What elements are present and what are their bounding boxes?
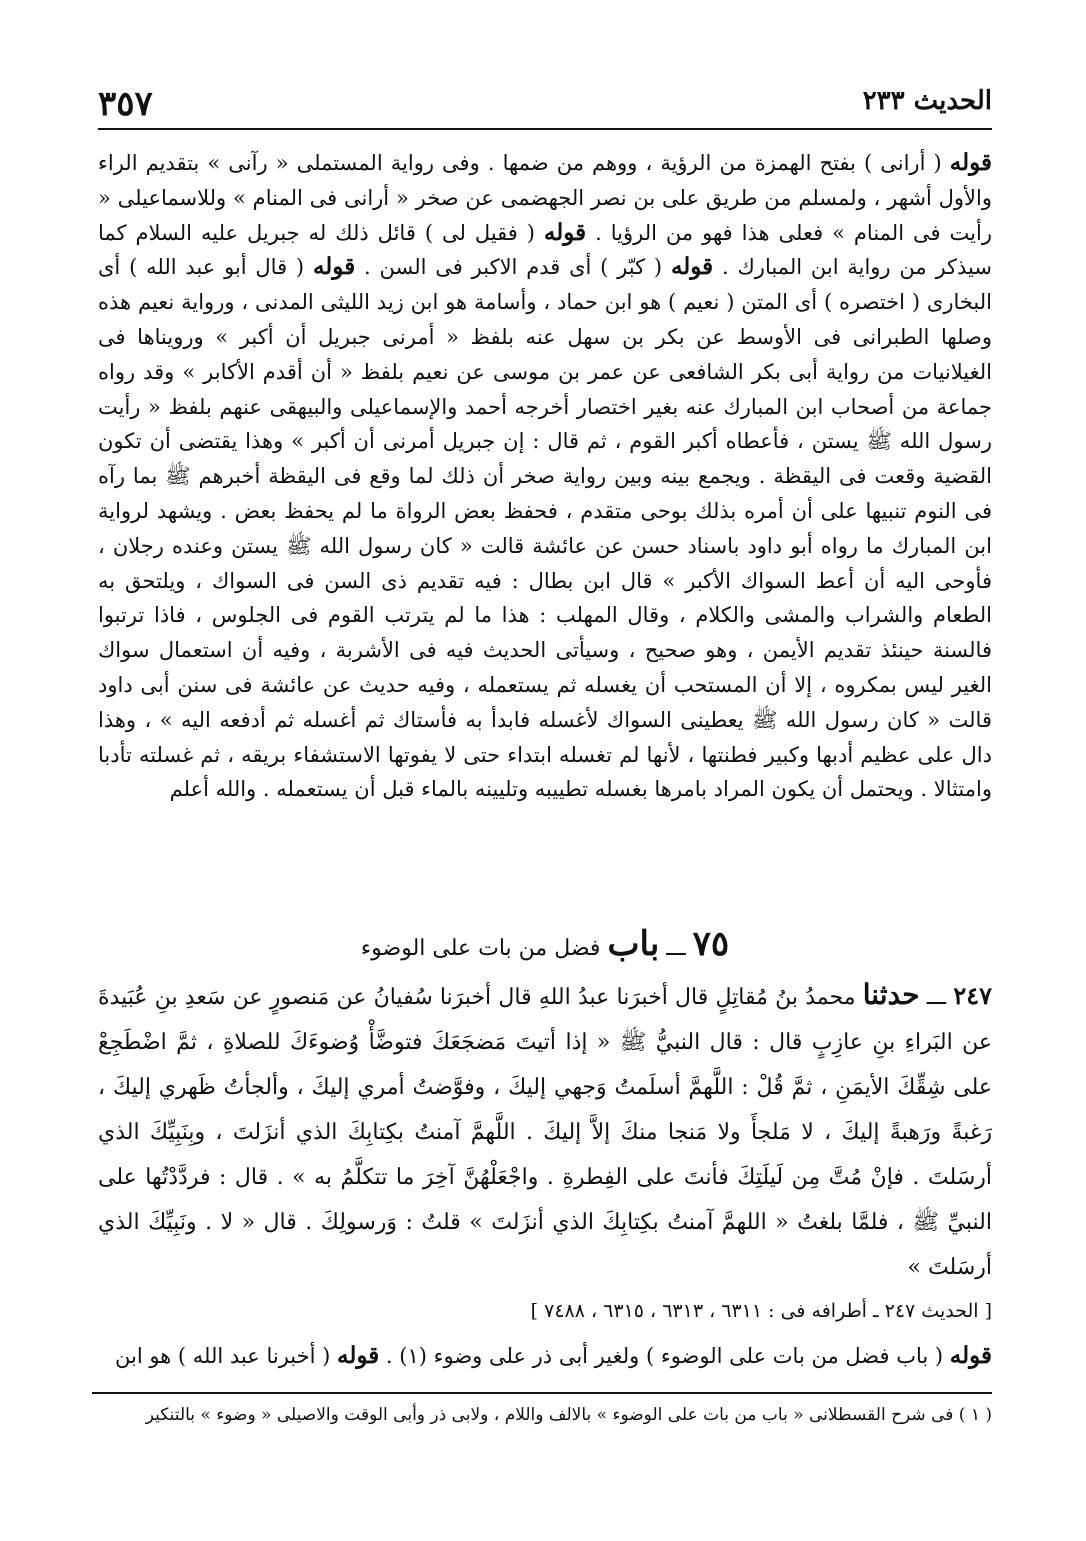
hadith-cross-reference: [ الحديث ٢٤٧ ـ أطرافه فى : ٦٣١١ ، ٦٣١٣ ، ٦٣١٥ ، ٧٤٨٨ ] [530,1300,992,1322]
chapter-number: ٧٥ [692,924,730,964]
commentary-paragraph [98,146,992,807]
qawluhu-marker: قوله [312,253,356,281]
chapter-dash: ـــ [666,936,686,961]
page-header [98,82,992,130]
qawluhu-marker: قوله [949,1342,992,1369]
commentary-text: ( أرانى ) بفتح الهمزة من الرؤية ، ووهم من ضمها . وفى رواية المستملى « رآنى » بتقديم الراء والأول أشهر ، ولمسلم من طريق على بن نصر الجهضمى عن صخر « أرانى فى المنام » وللاسماعيلى « رأيت فى المنام » فعلى هذا فهو من الرؤيا . [98,151,992,245]
qawluhu-marker: قوله [337,1342,380,1369]
hadith-text [98,972,992,1290]
hadith-dash: ـــ [926,985,947,1010]
commentary-text: ( أخبرنا عبد الله ) هو ابن [114,1344,331,1368]
commentary-section [98,146,992,807]
chapter-bab-label: باب [607,924,660,964]
commentary-text: ( فقيل لى ) قائل ذلك له جبريل عليه السلام كما سيذكر من رواية ابن المبارك . [98,220,992,280]
hadith-number: ٢٤٧ [953,981,992,1010]
qawluhu-marker: قوله [949,149,992,176]
commentary-tail [98,1338,992,1374]
hadith-block [98,972,992,1290]
qawluhu-marker: قوله [670,253,714,281]
hadith-matn: قال النبيُّ ﷺ « إذا أتيتَ مَضجَعَكَ فتوضَّأْ وُضوءَكَ للصلاةِ ، ثمَّ اضْطَجِعْ على شِقِّكَ الأيمَنِ ، ثمَّ قُلْ : اللَّهمَّ أسلَمتُ وَجهي إليكَ ، وفوَّضتُ أمري إليكَ ، وألجأتُ ظَهري إليكَ ، رَغبةً ورَهبةً إليكَ ، لا مَلجأَ ولا مَنجا منكَ إلاَّ إليكَ . اللَّهمَّ آمنتُ بكِتابِكَ الذي أنزَلتَ ، وبِنَبِيِّكَ الذي أرسَلتَ . فإنْ مُتَّ مِن لَيلَتِكَ فأنتَ على الفِطرةِ . واجْعَلْهُنَّ آخِرَ ما تتكلَّمُ به » . قال : فردَّدْتُها على النبيِّ ﷺ ، فلمَّا بلغتُ « اللهمَّ آمنتُ بكِتابِكَ الذي أنزَلتَ » قلتُ : وَرسولِكَ . قال « لا . ونَبِيِّكَ الذي أرسَلتَ » [98,1030,992,1280]
qawluhu-marker: قوله [543,218,587,246]
commentary-text: ( باب فضل من بات على الوضوء ) ولغير أبى ذر على وضوء (١) . [385,1344,944,1368]
running-head: الحديث ٢٣٣ [862,86,992,116]
footnote-divider [92,1392,992,1394]
haddathana-marker: حدثنا [862,978,920,1011]
footnote: ( ١ ) فى شرح القسطلانى « باب من بات على الوضوء » بالالف واللام ، ولابى ذر وأبى الوقت والاصيلى « وضوء » بالتنكير [145,1405,992,1425]
commentary-text: ( قال أبو عبد الله ) أى البخارى ( اختصره ) أى المتن ( نعيم ) هو ابن حماد ، وأسامة هو ابن زيد الليثى المدنى ، ورواية نعيم هذه وصلها الطبرانى فى الأوسط عن بكر بن سهل عنه بلفظ « أمرنى جبريل أن أكبر » ورويناها فى الغيلانيات من رواية أبى بكر الشافعى عن عمر بن موسى عن نعيم بلفظ « أن أقدم الأكابر » وقد رواه جماعة من أصحاب ابن المبارك عنه بغير اختصار أخرجه أحمد والإسماعيلى والبيهقى عنهم بلفظ « رأيت رسول الله ﷺ يستن ، فأعطاه أكبر القوم ، ثم قال : إن جبريل أمرنى أن أكبر » وهذا يقتضى أن تكون القضية وقعت فى اليقظة . ويجمع بينه وبين رواية صخر أن ذلك لما وقع فى اليقظة أخبرهم ﷺ بما رآه فى النوم تنبيها على أن أمره بذلك بوحى متقدم ، فحفظ بعض الرواة ما لم يحفظ بعض . ويشهد لرواية ابن المبارك ما رواه أبو داود باسناد حسن عن عائشة قالت « كان رسول الله ﷺ يستن وعنده رجلان ، فأوحى اليه أن أعط السواك الأكبر » قال ابن بطال : فيه تقديم ذى السن فى السواك ، ويلتحق به الطعام والشراب والمشى والكلام ، وقال المهلب : هذا ما لم يترتب القوم فى الجلوس ، فاذا ترتبوا فالسنة حينئذ تقديم الأيمن ، وهو صحيح ، وسيأتى الحديث فيه فى الأشربة ، وفيه أن استعمال سواك الغير ليس بمكروه ، إلا أن المستحب أن يغسله ثم يستعمله ، وفيه حديث عن عائشة فى سنن أبى داود قالت « كان رسول الله ﷺ يعطينى السواك لأغسله فابدأ به فأستاك ثم أغسله ثم أدفعه اليه » ، وهذا دال على عظيم أدبها وكبير فطنتها ، لأنها لم تغسله ابتداء حتى لا يفوتها الاستشفاء بريقه ، ثم غسلته تأدبا وامتثالا . ويحتمل أن يكون المراد بامرها بغسله تطييبه وتليينه بالماء قبل أن يستعمله . والله أعلم [98,255,992,802]
chapter-heading [98,924,992,970]
commentary-text: ( كبّر ) أى قدم الاكبر فى السن . [364,255,663,280]
hadith-isnad: محمدُ بنُ مُقاتِلٍ قال أخبرَنا عبدُ اللهِ قال أخبرَنا سُفيانُ عن مَنصورٍ عن سَعدِ بنِ عُبَيدةَ عن البَراءِ بنِ عازِبٍ قال : [98,985,992,1055]
commentary-paragraph [98,1338,992,1374]
chapter-title: فضل من بات على الوضوء [360,936,601,961]
page-number: ٣٥٧ [98,84,153,124]
